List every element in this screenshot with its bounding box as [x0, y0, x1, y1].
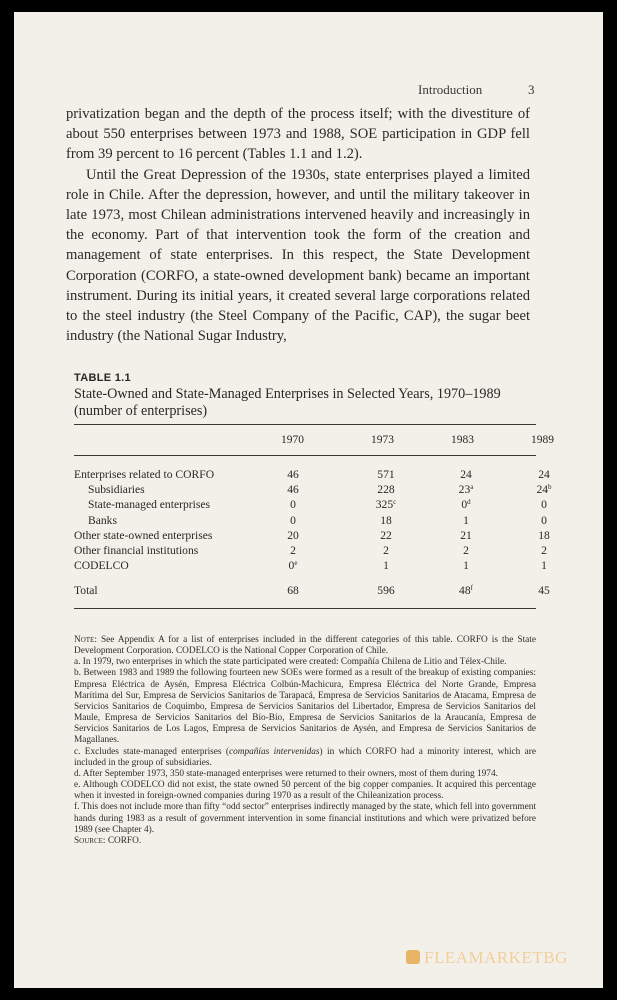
footnote-d: d. After September 1973, 350 state-managed enterprises were returned to their owners, most of them during 1974. — [74, 768, 498, 779]
cell-value: 0 — [290, 498, 296, 512]
table-cell — [441, 514, 491, 527]
table-cell — [361, 468, 411, 481]
table-cell — [519, 529, 569, 542]
row-label: Other state-owned enterprises — [74, 528, 213, 542]
cell-value: 46 — [287, 468, 299, 481]
cell-value: 571 — [377, 468, 395, 481]
cell-value: 1 — [463, 513, 469, 527]
watermark-logo-icon — [406, 950, 420, 964]
cell-value: 1 — [463, 559, 469, 573]
table-cell — [519, 483, 569, 496]
table-row — [74, 543, 547, 559]
table-cell — [268, 514, 318, 527]
table-cell — [441, 529, 491, 542]
cell-value: 18 — [538, 528, 550, 542]
cell-value: 2 — [541, 543, 547, 557]
paragraph: privatization began and the depth of the process itself; with the divestiture of about 550 enterprises between 1973 and 1988, SOE participation in GDP fell from 39 percent to 16 percent (Tables 1.1 and 1.2). — [66, 106, 530, 163]
cell-value: 18 — [380, 513, 392, 527]
table-cell — [361, 514, 411, 527]
table-total-row — [74, 584, 550, 602]
row-label: State-managed enterprises — [88, 498, 211, 512]
table-subtitle: (number of enterprises) — [74, 403, 208, 419]
watermark: FLEAMARKETBG — [406, 948, 568, 968]
table-cell — [361, 544, 411, 557]
cell-value: 0 — [288, 559, 295, 573]
table-cell — [441, 584, 491, 597]
table-1-1 — [74, 372, 554, 609]
table-cell — [519, 544, 569, 557]
cell-value: 24 — [536, 483, 549, 497]
cell-value: 228 — [377, 483, 395, 497]
footnote-f: f. This does not include more than fifty “odd sector” enterprises indirectly managed by the state, which fell into government hands during 1983 as a result of government intervention in some financial institutions and which were privatized before 1989 (see Chapter 4). — [74, 802, 536, 835]
cell-value: 596 — [377, 584, 395, 598]
table-cell — [268, 544, 318, 557]
cell-value: 68 — [287, 584, 299, 598]
table-cell — [268, 529, 318, 542]
table-cell — [361, 584, 411, 597]
cell-value: 24 — [538, 468, 550, 481]
table-header-rule — [74, 455, 536, 456]
body-text — [66, 104, 530, 346]
note-general: Note: See Appendix A for a list of enterprises included in the different categories of this table. CORFO is the State Development Corporation. CODELCO is the National Copper Corporation of Chile. — [74, 635, 537, 657]
table-row — [74, 498, 547, 513]
cell-value: 20 — [287, 528, 299, 542]
table-row — [74, 468, 550, 483]
page-number: 3 — [528, 82, 535, 97]
cell-value: 0 — [290, 513, 296, 527]
footnote-marker: a — [470, 483, 474, 492]
cell-value: 22 — [380, 528, 392, 542]
table-cell — [441, 498, 491, 511]
cell-value: 2 — [383, 543, 389, 557]
row-label: Other financial institutions — [74, 543, 199, 557]
row-label: Enterprises related to CORFO — [74, 468, 215, 481]
footnote-marker: d — [467, 498, 471, 507]
chapter-title: Introduction — [418, 82, 483, 97]
paragraph: Until the Great Depression of the 1930s, state enterprises played a limited role in Chile. After the depression, however, and until the military takeover in late 1973, most Chilean administrations intervened heavily and increasingly in the economy. Part of that intervention took the form of the creation and management of state enterprises. In this respect, the State Development Corporation (CORFO, a state-owned development bank) became an important instrument. During its initial years, it created several large corporations related to the steel industry (the Steel Company of the Pacific, CAP), the sugar beet industry (the National Sugar Industry, — [66, 166, 530, 345]
table-cell — [361, 559, 411, 572]
footnote-marker: e — [294, 559, 298, 568]
cell-value: 0 — [541, 498, 547, 512]
table-cell — [268, 483, 318, 496]
table-cell — [268, 584, 318, 597]
cell-value: 1 — [383, 559, 389, 573]
footnote-e: e. Although CODELCO did not exist, the state owned 50 percent of the big copper companies. It acquired this percentage when it invested in foreign-owned companies during 1970 as a result of the Chileanization process. — [74, 780, 536, 802]
table-cell — [361, 483, 411, 496]
cell-value: 45 — [538, 584, 550, 598]
table-cell — [519, 514, 569, 527]
cell-value: 2 — [463, 543, 469, 557]
table-row — [74, 528, 550, 544]
book-page — [14, 12, 603, 988]
table-cell — [519, 468, 569, 481]
table-cell — [268, 468, 318, 481]
table-label: TABLE 1.1 — [74, 372, 131, 384]
cell-value: 46 — [287, 483, 299, 497]
table-cell — [361, 498, 411, 511]
footnote-a: a. In 1979, two enterprises in which the state participated were created: Compañía Chilena de Litio and Télex-Chile. — [74, 657, 507, 668]
cell-value: 1 — [541, 559, 547, 573]
table-body — [74, 468, 552, 602]
table-cell — [441, 544, 491, 557]
row-label: Total — [74, 584, 98, 598]
cell-value: 21 — [460, 528, 472, 542]
cell-value: 0 — [541, 513, 547, 527]
row-label: CODELCO — [74, 559, 129, 573]
cell-value: 23 — [458, 483, 471, 497]
table-cell — [441, 468, 491, 481]
source-line: Source: CORFO. — [74, 835, 142, 846]
table-row — [74, 513, 547, 529]
table-cell — [268, 559, 318, 572]
footnote-b: b. Between 1983 and 1989 the following fourteen new SOEs were formed as a result of the breakup of existing companies: Empresa Eléctrica de Aysén, Empresa Eléctrica Colbún-Machicura, Empresa Eléctrica del Norte Grande, Empresa Marítima del Sur, Empresa de Servicios Sanitarios de Tarapacá, Empresa de Servicios Sanitarios de Atacama, Empresa de Servicios Sanitarios de Coquimbo, Empresa de Servicios Sanitarios del Libertador, Empresa de Servicios Sanitarios del Maule, Empresa de Servicios Sanitarios del Bío-Bío, Empresa de Servicios Sanitarios de la Araucanía, Empresa de Servicios Sanitarios de Los Lagos, Empresa de Servicios Sanitarios de Aysén, and Empresa de Servicios Sanitarios de Magallanes. — [74, 668, 536, 746]
row-label: Banks — [88, 513, 117, 527]
footnote-marker: c — [393, 498, 397, 507]
cell-value: 24 — [460, 468, 472, 481]
table-cell — [519, 584, 569, 597]
table-row — [74, 559, 547, 574]
cell-value: 0 — [461, 498, 468, 512]
row-label: Subsidiaries — [88, 483, 145, 497]
table-cell — [268, 498, 318, 511]
column-header: 1970 — [281, 434, 304, 446]
footnote-c: c. Excludes state-managed enterprises (compañías intervenidas) in which CORFO had a minority interest, which are included in the group of subsidiaries. — [74, 746, 536, 768]
cell-value: 2 — [290, 543, 296, 557]
table-bottom-rule — [74, 608, 536, 609]
table-title: State-Owned and State-Managed Enterprises in Selected Years, 1970–1989 — [74, 386, 501, 402]
footnote-marker: b — [548, 483, 552, 492]
table-cell — [441, 483, 491, 496]
table-cell — [361, 529, 411, 542]
table-cell — [519, 498, 569, 511]
table-cell — [441, 559, 491, 572]
table-row — [74, 483, 552, 498]
table-header-row — [74, 425, 554, 455]
column-header: 1983 — [451, 434, 474, 446]
column-header: 1989 — [531, 434, 554, 446]
footnote-marker: f — [470, 584, 473, 593]
table-cell — [519, 559, 569, 572]
cell-value: 48 — [459, 584, 471, 598]
cell-value: 325 — [375, 498, 394, 512]
column-header: 1973 — [371, 434, 394, 446]
table-notes — [74, 635, 536, 847]
